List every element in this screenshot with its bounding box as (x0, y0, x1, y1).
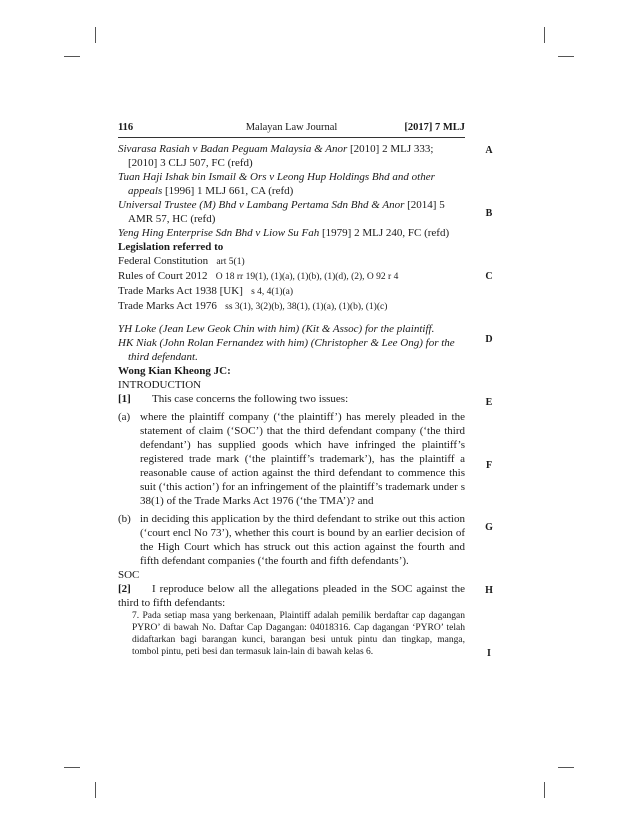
case-entry (118, 142, 465, 170)
margin-letter: H (485, 585, 493, 596)
statute-provisions: s 4, 4(1)(a) (251, 287, 294, 297)
list-item (118, 512, 465, 568)
margin-letter: I (487, 648, 491, 659)
section-heading-introduction: INTRODUCTION (118, 379, 202, 391)
counsel-entry: HK Niak (John Rolan Fernandez with him) (Christopher & Lee Ong) for the third defendant. (118, 337, 455, 363)
statute-provisions: O 18 rr 19(1), (1)(a), (1)(b), (1)(d), (2), O 92 r 4 (215, 272, 399, 282)
case-citation: [1979] 2 MLJ 240, FC (refd) (322, 227, 450, 239)
paragraph-number: [1] (118, 393, 131, 405)
case-entry (118, 226, 465, 240)
counsel-list (118, 322, 465, 364)
margin-letter: A (485, 145, 493, 156)
item-text: where the plaintiff company (‘the plaintiff’) has merely pleaded in the statement of claim (‘SOC’) that the third defendant company (‘the third defendant’) has supplied goods which have infringed the plaintiff’s registered trade mark (‘the plaintiff’s trademark’), has the plaintiff a reasonable cause of action against the third defendant to commence this suit (‘this action’) for an infringement of the plaintiff’s trademark under s 38(1) of the Trade Marks Act 1976 (‘the TMA’)? and (140, 411, 465, 507)
paragraph-text: This case concerns the following two issues: (152, 393, 349, 405)
item-label: (b) (118, 513, 131, 525)
header-rule (118, 137, 465, 138)
statute-name: Rules of Court 2012 (118, 270, 208, 282)
margin-letters (482, 0, 496, 826)
statute-name: Trade Marks Act 1938 [UK] (118, 285, 243, 297)
paragraph-text: I reproduce below all the allegations pleaded in the SOC against the third to fifth defendants: (118, 583, 465, 609)
margin-letter: E (485, 397, 493, 408)
margin-letter: D (485, 334, 493, 345)
journal-citation: [2017] 7 MLJ (404, 122, 465, 133)
case-citation: [2010] 2 MLJ 333; [2010] 3 CLJ 507, FC (refd) (128, 143, 434, 169)
page-body (118, 142, 465, 658)
paragraph-2 (118, 582, 465, 610)
case-name: Tuan Haji Ishak bin Ismail & Ors v Leong Hup Holdings Bhd and other appeals (118, 171, 435, 197)
case-entry (118, 170, 465, 198)
item-label: (a) (118, 411, 131, 423)
crop-mark (544, 782, 545, 798)
crop-mark (64, 767, 80, 768)
paragraph-number: [2] (118, 583, 131, 595)
item-text: in deciding this application by the third defendant to strike out this action (‘court encl No 73’), whether this court is bound by an earlier decision of the High Court which has struck out this action against the fourth and fifth defendant companies (‘the fourth and fifth defendants’). (140, 513, 465, 567)
crop-mark (95, 782, 96, 798)
legislation-entry (118, 269, 465, 284)
legislation-heading: Legislation referred to (118, 241, 224, 253)
judge-name: Wong Kian Kheong JC: (118, 365, 231, 377)
margin-letter: G (485, 522, 493, 533)
crop-mark (558, 767, 574, 768)
block-quote: 7. Pada setiap masa yang berkenaan, Plaintiff adalah pemilik berdaftar cap dagangan PYRO’ di bawah No. Daftar Cap Dagangan: 04018316. Cap dagangan ‘PYRO’ telah didaftarkan bagi barangan kunci, barangan besi untuk pintu dan tingkap, manga, tombol pintu, peti besi dan termasuk lain-lain di bawah kelas 6. (132, 611, 465, 657)
statute-name: Trade Marks Act 1976 (118, 300, 217, 312)
crop-mark (64, 56, 80, 57)
list-item (118, 410, 465, 508)
legislation-entry (118, 284, 465, 299)
case-entry (118, 198, 465, 226)
margin-letter: F (485, 460, 493, 471)
legislation-entry (118, 299, 465, 314)
crop-mark (558, 56, 574, 57)
counsel-entry: YH Loke (Jean Lew Geok Chin with him) (Kit & Assoc) for the plaintiff. (118, 323, 435, 335)
journal-title: Malayan Law Journal (245, 122, 338, 133)
cases-referred-list (118, 142, 465, 240)
case-citation: [1996] 1 MLJ 661, CA (refd) (164, 185, 294, 197)
case-citation: [2014] 5 AMR 57, HC (refd) (128, 199, 445, 225)
statute-provisions: art 5(1) (216, 257, 245, 267)
legislation-entry (118, 254, 465, 269)
crop-mark (544, 27, 545, 43)
crop-mark (95, 27, 96, 43)
case-name: Universal Trustee (M) Bhd v Lambang Pertama Sdn Bhd & Anor (118, 199, 405, 211)
statute-name: Federal Constitution (118, 255, 209, 267)
margin-letter: B (485, 208, 493, 219)
margin-letter: C (485, 271, 493, 282)
case-name: Sivarasa Rasiah v Badan Peguam Malaysia & Anor (118, 143, 348, 155)
paragraph-1 (118, 392, 465, 406)
page-number: 116 (118, 122, 134, 133)
statute-provisions: ss 3(1), 3(2)(b), 38(1), (1)(a), (1)(b), (1)(c) (225, 302, 388, 312)
section-heading-soc: SOC (118, 569, 140, 581)
case-name: Yeng Hing Enterprise Sdn Bhd v Liow Su Fah (118, 227, 320, 239)
legislation-list (118, 254, 465, 314)
